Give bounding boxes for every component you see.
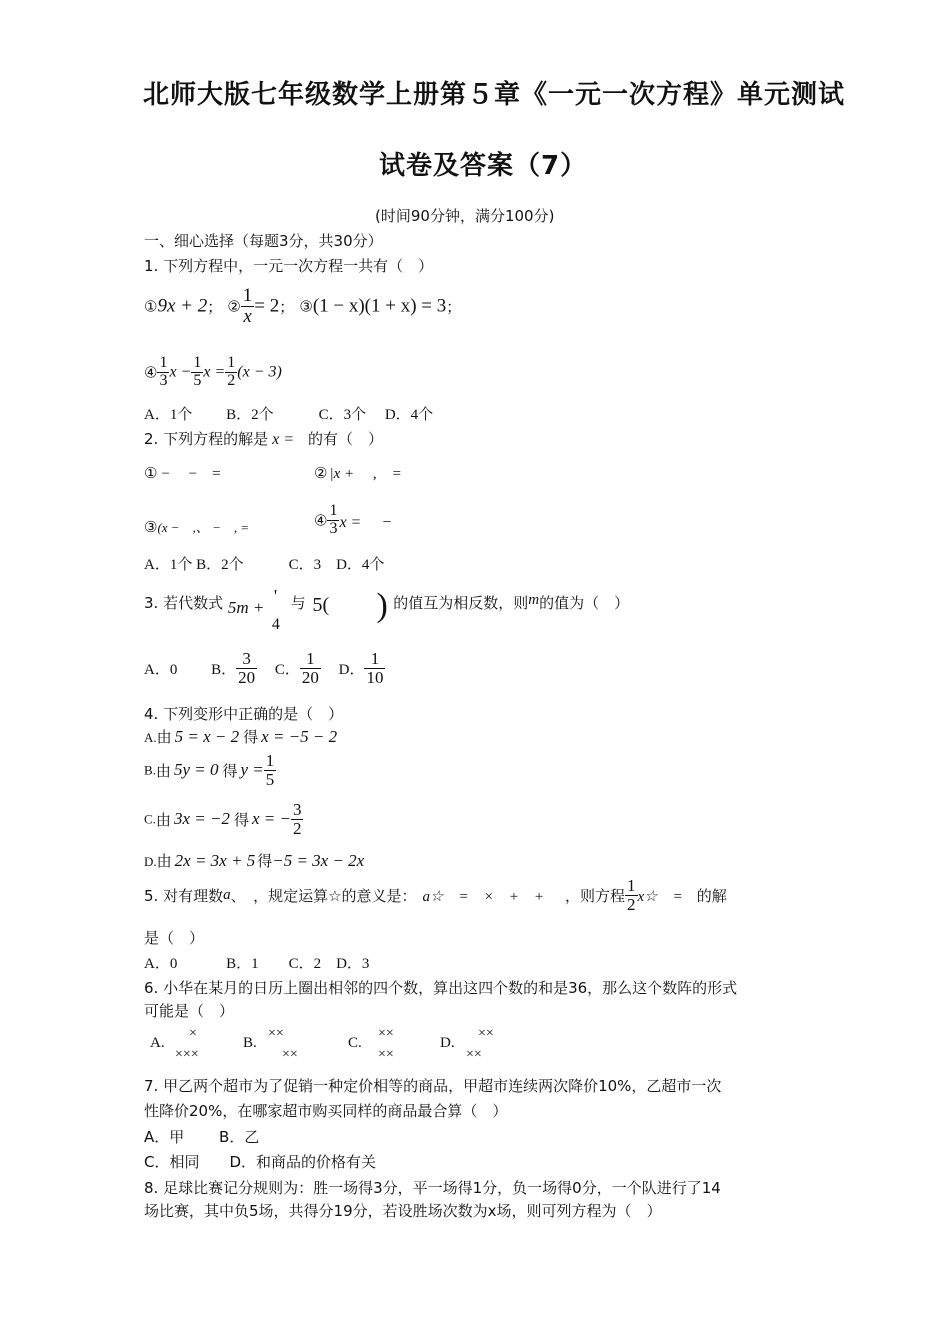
q7-stem-line-2: 性降价20%，在哪家超市购买同样的商品最合算（ ） bbox=[144, 1102, 508, 1120]
q3-stem-text: 的值互为相反数，则 bbox=[393, 594, 529, 612]
q3-options bbox=[144, 650, 385, 687]
q5-stem-text: ，则方程 bbox=[564, 886, 625, 905]
word: 得 bbox=[243, 728, 259, 746]
section-heading: 一、细心选择（每题3分，共30分） bbox=[144, 232, 383, 250]
numerator: 1 bbox=[242, 285, 253, 306]
q1-options: A．1个 B．2个 C．3个 D．4个 bbox=[144, 407, 434, 423]
math-term: 5m + bbox=[227, 598, 265, 617]
denominator: 2 bbox=[227, 371, 236, 389]
q5-stem-text: 的解 bbox=[696, 886, 727, 905]
denominator: 5 bbox=[193, 371, 202, 389]
q5-operation-definition: a☆ = × + + bbox=[422, 888, 559, 905]
q3-stem bbox=[144, 586, 629, 638]
math-term: −5 = 3x − 2x bbox=[272, 851, 365, 870]
denominator: 20 bbox=[238, 667, 256, 687]
fraction bbox=[236, 650, 257, 687]
q5-stem-text: 5. 对有理数 bbox=[144, 886, 224, 905]
q1-eq-1: 9x + 2 bbox=[157, 295, 208, 317]
option-label: A. bbox=[150, 1035, 165, 1051]
q1-eq-2-rhs: = 2 bbox=[254, 295, 280, 317]
q4-option-d bbox=[144, 850, 364, 871]
q2-eq-4 bbox=[314, 503, 392, 538]
numerator: 1 bbox=[159, 354, 168, 371]
math-term: x☆ = bbox=[637, 888, 683, 905]
math-term: 2x = 3x + 5 bbox=[174, 851, 256, 870]
denominator: 2 bbox=[292, 818, 302, 838]
word: 由 bbox=[155, 761, 171, 780]
q7-options-line-1: A．甲 B．乙 bbox=[144, 1128, 260, 1146]
fraction bbox=[291, 801, 304, 838]
fraction bbox=[625, 877, 638, 914]
math-term: x = − bbox=[251, 809, 291, 829]
q2-eq-3-expr: (x − ,、 − , = bbox=[157, 520, 250, 535]
q4-option-b bbox=[144, 752, 276, 789]
math-term: 3x = −2 bbox=[173, 809, 230, 829]
separator: ； bbox=[207, 297, 223, 316]
calendar-cell-pattern: ×× bbox=[466, 1047, 482, 1062]
math-term: 4 bbox=[271, 616, 280, 633]
calendar-cell-pattern: ×× bbox=[282, 1047, 298, 1062]
numerator: 3 bbox=[292, 800, 302, 819]
q4-stem: 4. 下列变形中正确的是（ ） bbox=[144, 705, 344, 723]
q7-stem-line-1: 7. 甲乙两个超市为了促销一种定价相等的商品，甲超市连续两次降价10%，乙超市一次 bbox=[144, 1077, 722, 1095]
q2-stem-text: 2. 下列方程的解是 bbox=[144, 430, 269, 448]
q3-stem-text: 3. 若代数式 bbox=[144, 594, 224, 612]
q2-eq-1-expr: − − = bbox=[161, 466, 221, 482]
q2-options: A．1个 B．2个 C．3 D．4个 bbox=[144, 557, 385, 573]
math-term: 5( bbox=[312, 594, 330, 616]
fraction bbox=[327, 503, 339, 538]
q2-mark-3: ③ bbox=[144, 518, 158, 536]
math-term: m bbox=[528, 592, 540, 608]
numerator: 1 bbox=[227, 354, 236, 371]
q2-stem-text-end: 的有（ ） bbox=[308, 430, 384, 448]
q1-mark-1: ① bbox=[144, 297, 158, 316]
fraction bbox=[191, 355, 203, 390]
q3-option-c: C． bbox=[274, 661, 300, 678]
numerator: 1 bbox=[329, 502, 338, 519]
q3-option-d: D． bbox=[338, 661, 365, 678]
q2-mark-1: ① bbox=[144, 464, 158, 482]
q2-eq-1 bbox=[144, 462, 221, 483]
word: 由 bbox=[155, 810, 171, 829]
q2-mark-4: ④ bbox=[314, 511, 328, 530]
q5-stem-continued: 是（ ） bbox=[144, 929, 205, 947]
q4-option-c bbox=[144, 801, 303, 838]
option-label: C. bbox=[144, 811, 156, 827]
fraction bbox=[264, 752, 277, 789]
exam-time-note: (时间90分钟，满分100分) bbox=[375, 207, 555, 225]
q6-option-d bbox=[440, 1026, 520, 1070]
calendar-cell-pattern: ×× bbox=[378, 1026, 394, 1041]
calendar-cell-pattern: ×× bbox=[378, 1047, 394, 1062]
denominator: 3 bbox=[159, 371, 168, 389]
option-label: B. bbox=[144, 762, 156, 778]
q3-option-b: B． bbox=[211, 661, 237, 678]
q2-stem bbox=[144, 428, 383, 449]
fraction bbox=[225, 355, 237, 390]
q6-stem-line-2: 可能是（ ） bbox=[144, 1002, 235, 1020]
numerator: 1 bbox=[370, 649, 380, 668]
numerator: 3 bbox=[242, 649, 251, 668]
calendar-cell-pattern: ×× bbox=[478, 1026, 494, 1041]
q3-stem-text: 与 bbox=[290, 594, 306, 612]
word: 得 bbox=[222, 761, 238, 780]
option-label: B. bbox=[243, 1035, 257, 1051]
q1-mark-2: ② bbox=[227, 297, 241, 316]
calendar-cell-pattern: ×× bbox=[268, 1026, 284, 1041]
numerator: 1 bbox=[193, 354, 202, 371]
denominator: 3 bbox=[329, 519, 338, 537]
word: 得 bbox=[257, 852, 273, 870]
q2-mark-2: ② bbox=[314, 464, 328, 482]
calendar-cell-pattern: ××× bbox=[175, 1047, 199, 1062]
denominator: 20 bbox=[301, 667, 319, 687]
word: 由 bbox=[156, 852, 172, 870]
q5-stem-text: 、 ，规定运算☆的意义是： bbox=[230, 886, 417, 905]
option-label: C. bbox=[348, 1035, 362, 1051]
fraction bbox=[300, 650, 321, 687]
calendar-cell-pattern: × bbox=[189, 1026, 197, 1041]
option-label: A. bbox=[144, 730, 157, 745]
q6-option-b bbox=[243, 1026, 323, 1070]
denominator: 5 bbox=[265, 769, 275, 789]
word: 由 bbox=[156, 728, 172, 746]
q7-options-line-2: C．相同 D．和商品的价格有关 bbox=[144, 1153, 377, 1171]
q8-stem-line-1: 8. 足球比赛记分规则为：胜一场得3分，平一场得1分，负一场得0分，一个队进行了14 bbox=[144, 1179, 721, 1197]
q5-options: A．0 B．1 C．2 D．3 bbox=[144, 956, 370, 972]
math-term: 5y = 0 bbox=[173, 760, 219, 780]
q6-option-c bbox=[348, 1026, 428, 1070]
q3-stem-text: 的值为（ ） bbox=[539, 594, 630, 612]
q2-eq-2 bbox=[314, 462, 402, 483]
math-term: 5 = x − 2 bbox=[174, 727, 240, 746]
q5-stem bbox=[144, 877, 727, 914]
math-term: x = bbox=[203, 363, 226, 381]
math-term: a bbox=[223, 886, 231, 903]
q3-expression-2 bbox=[310, 586, 388, 634]
math-term: x = −5 − 2 bbox=[261, 727, 338, 746]
denominator: 2 bbox=[627, 894, 636, 914]
q6-stem-line-1: 6. 小华在某月的日历上圈出相邻的四个数，算出这四个数的和是36，那么这个数阵的形式 bbox=[144, 979, 738, 997]
q3-expression-1 bbox=[228, 586, 286, 634]
math-term: x − bbox=[169, 363, 192, 381]
math-term: y = bbox=[240, 760, 264, 780]
numerator: 1 bbox=[265, 751, 275, 770]
q2-eq-2-expr: |x + , = bbox=[329, 466, 402, 482]
separator: ； bbox=[446, 297, 462, 316]
q1-eq-3: (1 − x)(1 + x) = 3 bbox=[312, 295, 447, 317]
q2-stem-math: x = bbox=[272, 431, 294, 448]
math-term: (x − 3) bbox=[237, 363, 282, 381]
word: 得 bbox=[233, 810, 249, 829]
q1-equations-row bbox=[144, 286, 461, 336]
title-line-1: 北师大版七年级数学上册第５章《一元一次方程》单元测试 bbox=[143, 80, 846, 110]
q1-eq-2-fraction bbox=[241, 286, 255, 327]
separator: ； bbox=[279, 297, 295, 316]
fraction bbox=[157, 355, 169, 390]
q1-mark-4: ④ bbox=[144, 363, 158, 382]
math-term: ) bbox=[376, 587, 388, 624]
q4-option-a bbox=[144, 726, 337, 747]
q3-option-a: A．0 bbox=[144, 661, 178, 678]
q1-equation-4-row bbox=[144, 355, 282, 390]
option-label: D. bbox=[440, 1035, 455, 1051]
fraction bbox=[364, 650, 385, 687]
option-label: D. bbox=[144, 854, 157, 869]
q1-mark-3: ③ bbox=[299, 297, 313, 316]
q1-stem: 1. 下列方程中，一元一次方程一共有（ ） bbox=[144, 257, 434, 275]
numerator: 1 bbox=[627, 876, 636, 895]
title-line-2: 试卷及答案（7） bbox=[379, 151, 588, 181]
q8-stem-line-2: 场比赛，其中负5场，共得分19分，若设胜场次数为x场，则可列方程为（ ） bbox=[144, 1202, 662, 1220]
math-term: x = − bbox=[339, 513, 393, 531]
denominator: 10 bbox=[366, 667, 384, 687]
q6-option-a bbox=[150, 1026, 230, 1070]
math-term: ' bbox=[273, 586, 278, 606]
denominator: x bbox=[241, 306, 255, 327]
numerator: 1 bbox=[306, 649, 315, 668]
q2-eq-3 bbox=[144, 517, 249, 536]
